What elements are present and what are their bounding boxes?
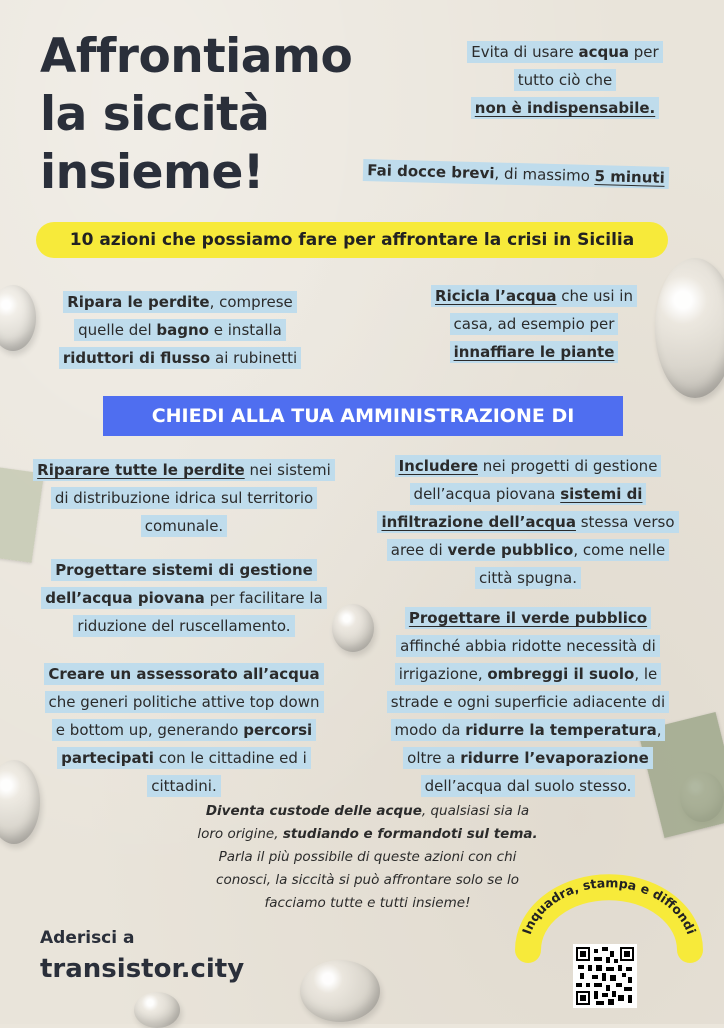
share-badge-text: Inquadra, stampa e diffondi [518,875,700,937]
tip-recycle: Ricicla l’acqua che usi in casa, ad esempio per innaffiare le piante [414,282,654,366]
admin-header-banner: CHIEDI ALLA TUA AMMINISTRAZIONE DI [103,396,623,436]
page-title: Affrontiamo la siccità insieme! [40,29,353,200]
admin-action-infiltration: Includere nei progetti di gestione dell’acqua piovana sistemi di infiltrazione dell’acqua stessa verso aree di verde pubblico, come nelle città spugna. [368,452,688,592]
tip-water-use: Evita di usare acqua per tutto ciò che non è indispensabile. [440,38,690,122]
water-drop-bottom-small-icon [134,992,180,1028]
admin-action-leaks: Riparare tutte le perdite nei sistemi di distribuzione idrica sul territorio comunale. [24,456,344,540]
join-site-link[interactable]: transistor.city [40,954,245,984]
tip-shower: Fai docce brevi, di massimo 5 minuti [338,155,695,192]
water-drop-bottom-icon [300,960,380,1022]
subtitle-banner: 10 azioni che possiamo fare per affrontare la crisi in Sicilia [36,222,668,258]
join-label: Aderisci a [40,928,135,948]
qr-code[interactable] [573,944,637,1008]
admin-action-rainwater: Progettare sistemi di gestione dell’acqua piovana per facilitare la riduzione del ruscellamento. [24,556,344,640]
qr-code-icon [576,947,634,1005]
footer-message: Diventa custode delle acque, qualsiasi sia la loro origine, studiando e formandoti sul tema. Parla il più possibile di queste azioni con chi conosci, la siccità si può affrontare solo se lo facciamo tutte e tutti insieme! [197,803,538,911]
tip-leaks: Ripara le perdite, comprese quelle del bagno e installa riduttori di flusso ai rubinetti [40,288,320,372]
admin-action-department: Creare un assessorato all’acqua che generi politiche attive top down e bottom up, generando percorsi partecipati con le cittadine ed i cittadini. [24,660,344,800]
admin-action-green: Progettare il verde pubblico affinché abbia ridotte necessità di irrigazione, ombreggi il suolo, le strade e ogni superficie adiacente di modo da ridurre la temperatura, oltre a ridurre l’evaporazione dell’acqua dal suolo stesso. [366,604,690,800]
